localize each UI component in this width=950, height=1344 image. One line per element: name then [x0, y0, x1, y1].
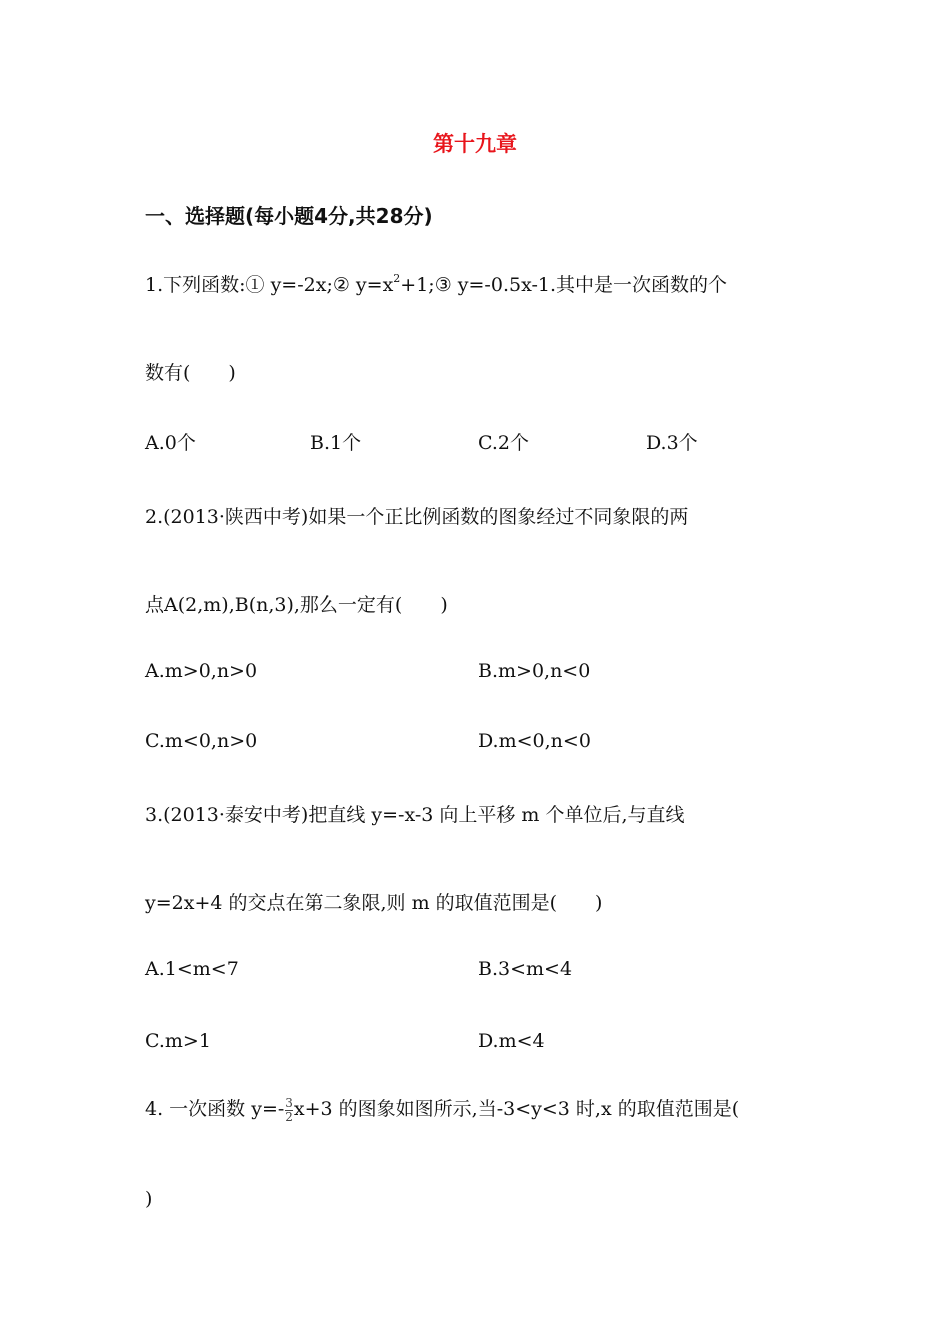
question-3-option-d: D.m<4: [478, 1030, 545, 1052]
question-1-option-a: A.0个: [145, 432, 196, 454]
question-1-option-b: B.1个: [310, 432, 362, 454]
question-1-text-a: 1.下列函数:① y=-2x;② y=x: [145, 274, 394, 296]
question-3-option-a: A.1<m<7: [145, 958, 239, 980]
question-3-line-2: y=2x+4 的交点在第二象限,则 m 的取值范围是( ): [145, 892, 603, 914]
question-4-text-b: x+3 的图象如图所示,当-3<y<3 时,x 的取值范围是(: [293, 1098, 740, 1120]
question-1-line-2: 数有( ): [145, 362, 236, 384]
question-1-line-1: [145, 270, 727, 297]
question-4-line-2: ): [145, 1188, 153, 1210]
question-4-text-a: 4. 一次函数 y=-: [145, 1098, 285, 1120]
question-2-option-a: A.m>0,n>0: [145, 660, 258, 682]
question-3-option-b: B.3<m<4: [478, 958, 573, 980]
section-heading: 一、选择题(每小题4分,共28分): [145, 204, 433, 228]
fraction: [285, 1097, 293, 1124]
question-2-line-2: 点A(2,m),B(n,3),那么一定有( ): [145, 594, 448, 616]
question-2-option-d: D.m<0,n<0: [478, 730, 591, 752]
question-2-option-b: B.m>0,n<0: [478, 660, 591, 682]
question-4-line-1: [145, 1094, 739, 1124]
question-1-superscript: 2: [393, 271, 401, 285]
question-3-option-c: C.m>1: [145, 1030, 211, 1052]
question-1-option-d: D.3个: [646, 432, 698, 454]
fraction-denominator: 2: [285, 1109, 293, 1124]
question-2-option-c: C.m<0,n>0: [145, 730, 258, 752]
question-2-line-1: 2.(2013·陕西中考)如果一个正比例函数的图象经过不同象限的两: [145, 506, 689, 528]
question-3-line-1: 3.(2013·泰安中考)把直线 y=-x-3 向上平移 m 个单位后,与直线: [145, 804, 685, 826]
question-1-option-c: C.2个: [478, 432, 529, 454]
fraction-numerator: 3: [285, 1095, 293, 1110]
question-1-text-b: +1;③ y=-0.5x-1.其中是一次函数的个: [400, 274, 727, 296]
page-title: 第十九章: [433, 132, 517, 156]
